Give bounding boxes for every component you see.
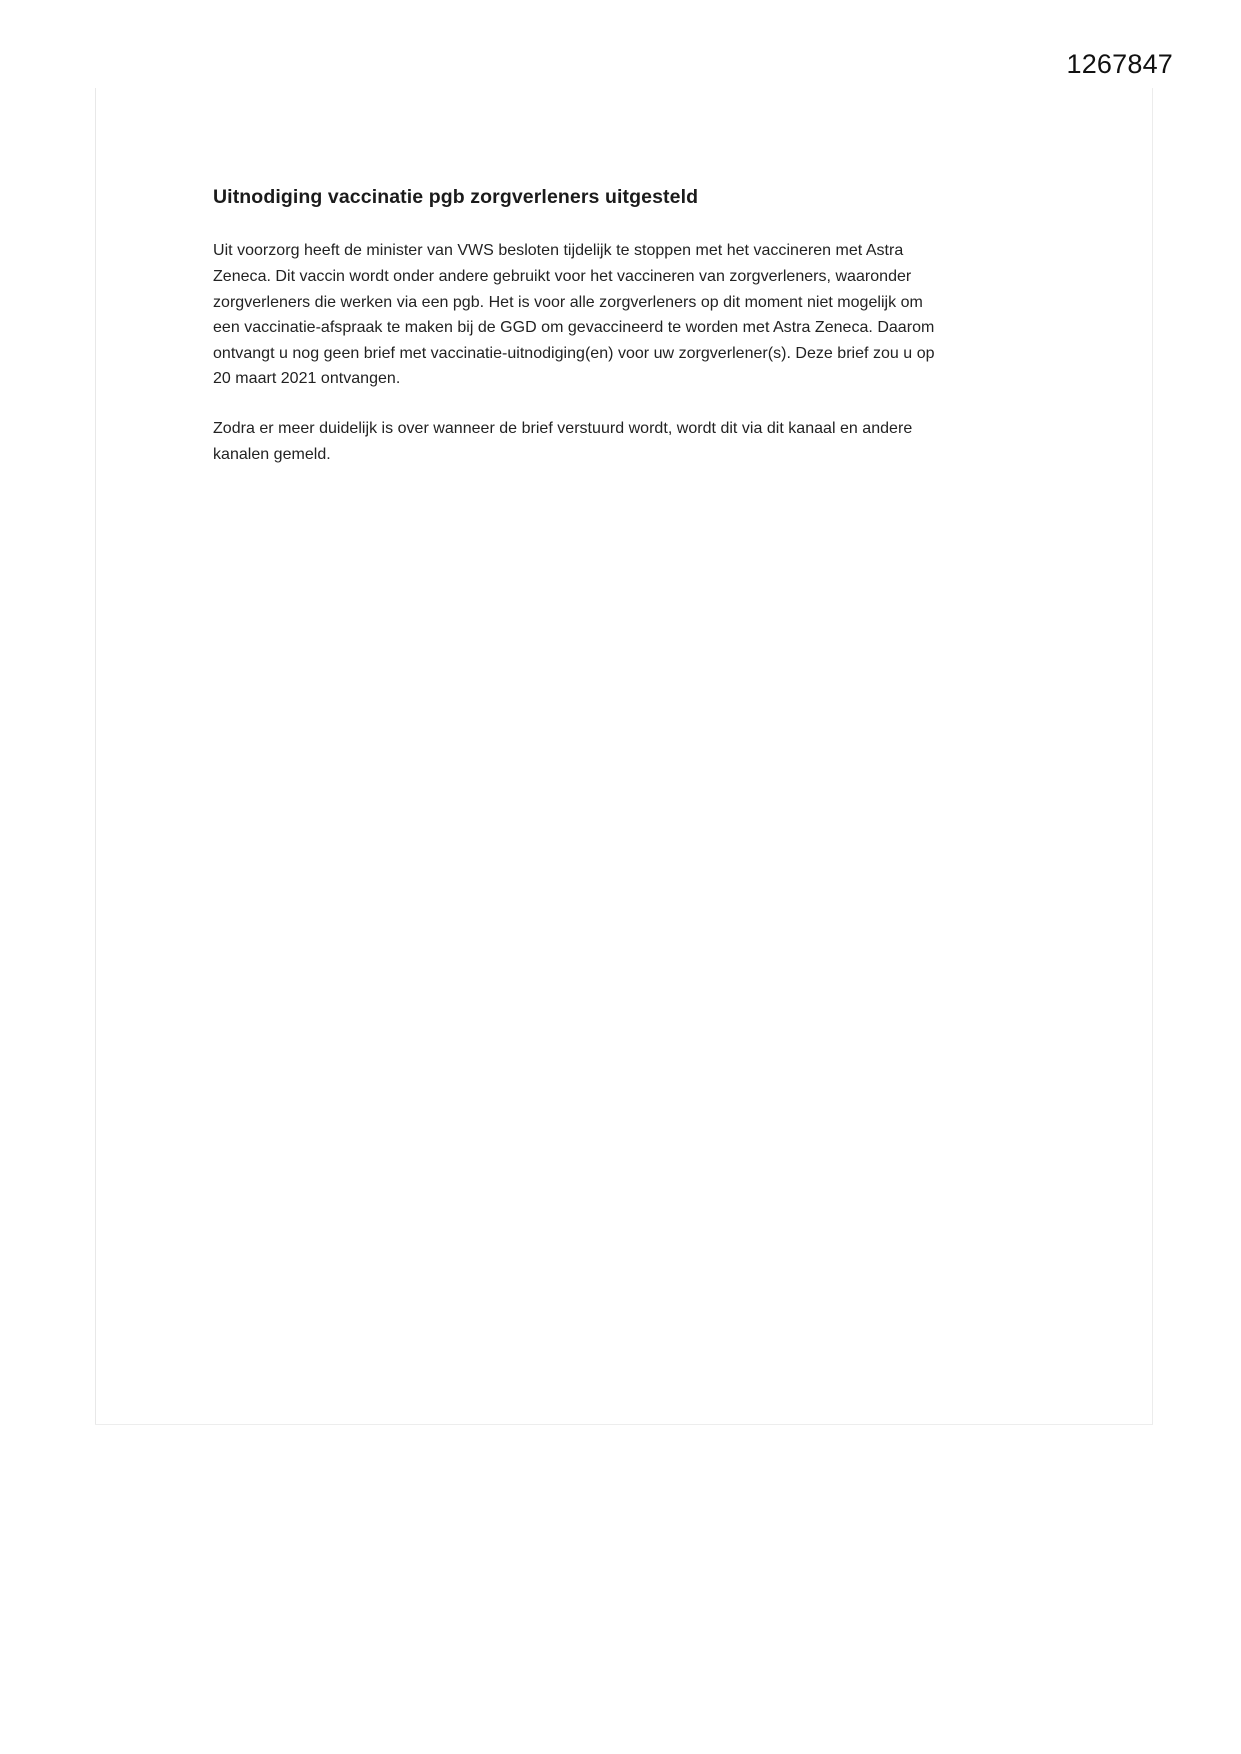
body-paragraph: Uit voorzorg heeft de minister van VWS besloten tijdelijk te stoppen met het vaccineren met Astra Zeneca. Dit vaccin wordt onder andere gebruikt voor het vaccineren van zorgverleners, waaronder zorgverleners die werken via een pgb. Het is voor alle zorgverleners op dit moment niet mogelijk om een vaccinatie-afspraak te maken bij de GGD om gevaccineerd te worden met Astra Zeneca. Daarom ontvangt u nog geen brief met vaccinatie-uitnodiging(en) voor uw zorgverlener(s). Deze brief zou u op 20 maart 2021 ontvangen. [213, 242, 935, 388]
page-title: Uitnodiging vaccinatie pgb zorgverleners uitgesteld [213, 186, 699, 208]
scan-edge-left [95, 88, 96, 1424]
scan-edge-bottom [95, 1424, 1153, 1425]
document-body [213, 185, 943, 467]
scan-edge-right [1152, 88, 1153, 1424]
body-paragraph: Zodra er meer duidelijk is over wanneer de brief verstuurd wordt, wordt dit via dit kanaal en andere kanalen gemeld. [213, 419, 913, 463]
document-number-stamp: 1267847 [1066, 49, 1173, 79]
